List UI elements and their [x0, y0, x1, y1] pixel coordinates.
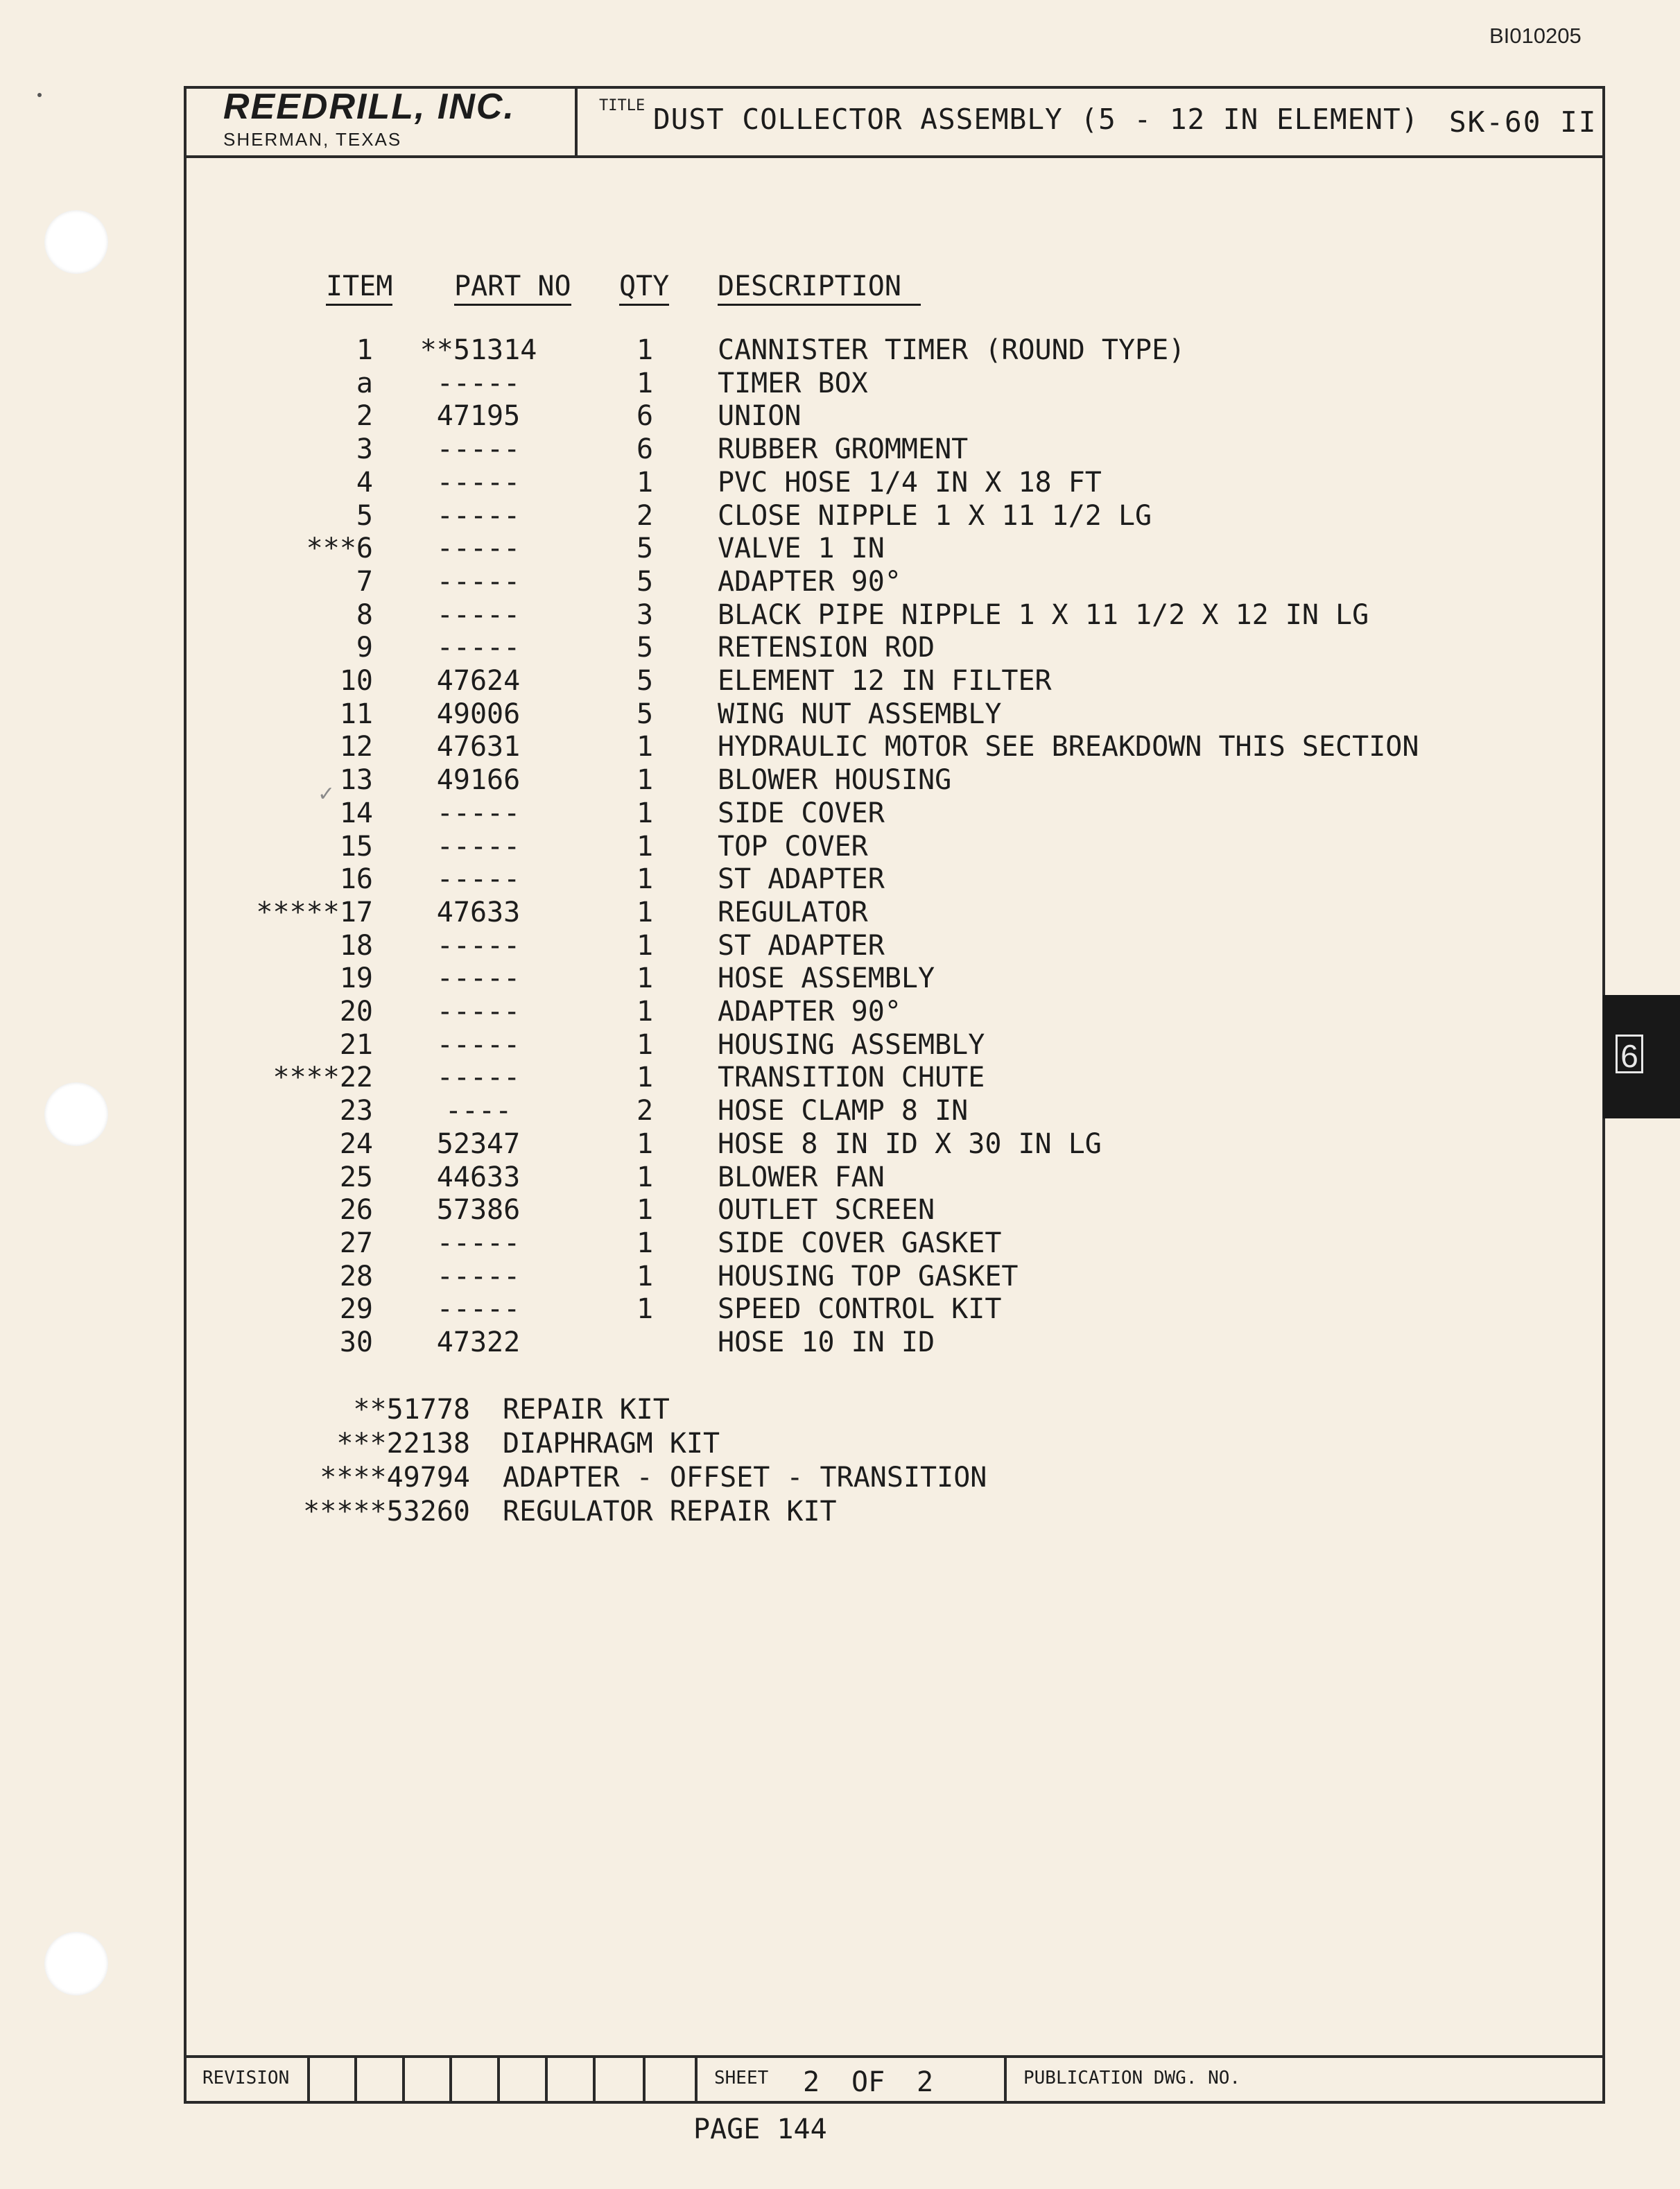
- part-description: OUTLET SCREEN: [718, 1194, 935, 1227]
- title-block-divider: [575, 86, 578, 158]
- company-location: SHERMAN, TEXAS: [223, 129, 402, 150]
- kit-part-number: ****49794: [320, 1462, 470, 1494]
- kit-description: DIAPHRAGM KIT: [503, 1428, 720, 1460]
- quantity: 1: [636, 1028, 654, 1061]
- part-description: ADAPTER 90°: [718, 996, 901, 1028]
- page-number: PAGE 144: [693, 2113, 827, 2145]
- part-number: -----: [436, 1260, 521, 1292]
- item-number: 13: [339, 764, 373, 797]
- item-number: 8: [356, 598, 373, 631]
- part-number: -----: [436, 367, 521, 399]
- parts-row: [0, 764, 1680, 797]
- column-header-description: DESCRIPTION: [718, 270, 921, 306]
- part-description: SPEED CONTROL KIT: [718, 1293, 1002, 1326]
- part-number: -----: [436, 1062, 521, 1094]
- quantity: 1: [636, 367, 654, 399]
- part-description: RUBBER GROMMENT: [718, 433, 969, 466]
- part-description: UNION: [718, 400, 802, 433]
- part-description: PVC HOSE 1/4 IN X 18 FT: [718, 466, 1102, 499]
- item-number: 29: [339, 1293, 373, 1326]
- part-description: ELEMENT 12 IN FILTER: [718, 665, 1052, 697]
- parts-row: [0, 500, 1680, 533]
- publication-label: PUBLICATION DWG. NO.: [1023, 2068, 1241, 2088]
- parts-row: [0, 400, 1680, 433]
- item-number: 18: [339, 929, 373, 962]
- part-description: BLOWER HOUSING: [718, 764, 952, 797]
- part-description: HOSE ASSEMBLY: [718, 962, 935, 995]
- parts-row: [0, 1161, 1680, 1195]
- part-number: 47195: [436, 400, 521, 433]
- quantity: 1: [636, 466, 654, 499]
- column-header-qty: QTY: [619, 270, 669, 306]
- quantity: 1: [636, 830, 654, 863]
- item-number: 1: [356, 334, 373, 366]
- model-number: SK-60 II: [1449, 105, 1597, 139]
- parts-row: [0, 1062, 1680, 1095]
- part-description: REGULATOR: [718, 896, 868, 928]
- part-description: HOSE 10 IN ID: [718, 1326, 935, 1358]
- revision-cell-divider: [307, 2055, 310, 2104]
- parts-row: [0, 996, 1680, 1029]
- binder-hole-bottom: [44, 1932, 108, 1996]
- publication-cell-divider: [1004, 2055, 1007, 2104]
- drawing-title: DUST COLLECTOR ASSEMBLY (5 - 12 IN ELEMENT): [653, 103, 1419, 136]
- part-number: -----: [436, 499, 521, 532]
- part-description: HOUSING ASSEMBLY: [718, 1028, 985, 1061]
- parts-row: [0, 1261, 1680, 1294]
- parts-row: [0, 797, 1680, 831]
- part-number: 57386: [436, 1194, 521, 1227]
- sheet-number: 2: [803, 2066, 820, 2098]
- kit-part-number: *****53260: [303, 1496, 470, 1528]
- parts-row: [0, 533, 1680, 566]
- quantity: 6: [636, 433, 654, 466]
- part-number: **51314: [419, 334, 537, 366]
- parts-row: [0, 831, 1680, 864]
- part-description: VALVE 1 IN: [718, 533, 885, 565]
- part-number: -----: [436, 598, 521, 631]
- footer-block: [184, 2055, 1605, 2104]
- part-number: -----: [436, 433, 521, 466]
- part-number: -----: [436, 962, 521, 995]
- parts-row: [0, 433, 1680, 467]
- part-description: SIDE COVER GASKET: [718, 1227, 1002, 1259]
- quantity: 1: [636, 1260, 654, 1292]
- part-description: ST ADAPTER: [718, 929, 885, 962]
- part-number: 49166: [436, 764, 521, 797]
- revision-cell-divider: [643, 2055, 646, 2104]
- revision-cell-divider: [593, 2055, 596, 2104]
- quantity: 1: [636, 863, 654, 896]
- parts-row: [0, 698, 1680, 732]
- quantity: 1: [636, 764, 654, 797]
- item-number: 24: [339, 1127, 373, 1160]
- item-number: 30: [339, 1326, 373, 1358]
- item-number: 5: [356, 499, 373, 532]
- quantity: 1: [636, 1127, 654, 1160]
- parts-row: [0, 1194, 1680, 1227]
- quantity: 5: [636, 665, 654, 697]
- quantity: 1: [636, 929, 654, 962]
- part-description: RETENSION ROD: [718, 632, 935, 664]
- company-name: REEDRILL, INC.: [223, 87, 515, 127]
- quantity: 1: [636, 1293, 654, 1326]
- kit-row: [0, 1496, 1680, 1530]
- item-number: 26: [339, 1194, 373, 1227]
- revision-cell-divider: [354, 2055, 357, 2104]
- part-description: HOUSING TOP GASKET: [718, 1260, 1019, 1292]
- item-number: 27: [339, 1227, 373, 1259]
- parts-row: [0, 632, 1680, 665]
- parts-row: [0, 863, 1680, 897]
- parts-row: [0, 1227, 1680, 1261]
- part-description: BLOWER FAN: [718, 1161, 885, 1193]
- sheet-cell-divider: [695, 2055, 698, 2104]
- quantity: 5: [636, 533, 654, 565]
- item-number: 7: [356, 565, 373, 598]
- item-number: ***6: [306, 533, 373, 565]
- title-label: TITLE: [599, 97, 646, 114]
- item-number: 16: [339, 863, 373, 896]
- revision-cell-divider: [497, 2055, 500, 2104]
- kit-part-number: ***22138: [336, 1428, 470, 1460]
- part-number: 44633: [436, 1161, 521, 1193]
- part-number: -----: [436, 533, 521, 565]
- column-header-item: ITEM: [326, 270, 392, 306]
- part-description: HOSE 8 IN ID X 30 IN LG: [718, 1127, 1102, 1160]
- kit-description: REGULATOR REPAIR KIT: [503, 1496, 837, 1528]
- part-number: -----: [436, 1028, 521, 1061]
- part-description: WING NUT ASSEMBLY: [718, 698, 1002, 730]
- part-number: -----: [436, 797, 521, 829]
- speck-mark: [37, 93, 42, 97]
- part-description: SIDE COVER: [718, 797, 885, 829]
- part-number: -----: [436, 632, 521, 664]
- revision-cell-divider: [402, 2055, 405, 2104]
- item-number: *****17: [256, 896, 373, 928]
- item-number: 10: [339, 665, 373, 697]
- quantity: 5: [636, 632, 654, 664]
- parts-row: [0, 367, 1680, 401]
- part-number: 47624: [436, 665, 521, 697]
- parts-row: [0, 665, 1680, 698]
- parts-row: [0, 897, 1680, 930]
- item-number: 23: [339, 1095, 373, 1127]
- quantity: 1: [636, 1062, 654, 1094]
- item-number: 19: [339, 962, 373, 995]
- item-number: 11: [339, 698, 373, 730]
- kit-description: REPAIR KIT: [503, 1394, 670, 1426]
- part-description: TRANSITION CHUTE: [718, 1062, 985, 1094]
- part-number: 47631: [436, 731, 521, 763]
- item-number: 2: [356, 400, 373, 433]
- quantity: 3: [636, 598, 654, 631]
- quantity: 5: [636, 698, 654, 730]
- parts-row: [0, 334, 1680, 367]
- part-number: 47322: [436, 1326, 521, 1358]
- quantity: 5: [636, 565, 654, 598]
- parts-row: [0, 930, 1680, 963]
- kit-description: ADAPTER - OFFSET - TRANSITION: [503, 1462, 987, 1494]
- part-number: -----: [436, 996, 521, 1028]
- part-number: 49006: [436, 698, 521, 730]
- item-number: ****22: [272, 1062, 373, 1094]
- parts-row: [0, 1326, 1680, 1360]
- item-number: 14: [339, 797, 373, 829]
- parts-row: [0, 962, 1680, 996]
- part-number: ----: [444, 1095, 512, 1127]
- item-number: 4: [356, 466, 373, 499]
- part-number: -----: [436, 1293, 521, 1326]
- parts-row: [0, 1095, 1680, 1128]
- part-description: BLACK PIPE NIPPLE 1 X 11 1/2 X 12 IN LG: [718, 598, 1369, 631]
- quantity: 1: [636, 1194, 654, 1227]
- parts-row: [0, 1029, 1680, 1062]
- revision-label: REVISION: [202, 2068, 290, 2088]
- check-mark: ✓: [319, 779, 334, 807]
- kit-row: [0, 1462, 1680, 1496]
- revision-cell-divider: [545, 2055, 548, 2104]
- quantity: 6: [636, 400, 654, 433]
- parts-row: [0, 566, 1680, 599]
- item-number: 28: [339, 1260, 373, 1292]
- quantity: 1: [636, 896, 654, 928]
- part-number: -----: [436, 466, 521, 499]
- kit-row: [0, 1428, 1680, 1462]
- parts-row: [0, 1128, 1680, 1161]
- item-number: 20: [339, 996, 373, 1028]
- parts-row: [0, 467, 1680, 500]
- sheet-total: 2: [917, 2066, 934, 2098]
- quantity: 1: [636, 1161, 654, 1193]
- column-header-part-no: PART NO: [454, 270, 571, 306]
- part-number: -----: [436, 929, 521, 962]
- item-number: 9: [356, 632, 373, 664]
- part-description: ADAPTER 90°: [718, 565, 901, 598]
- binder-hole-top: [44, 210, 108, 274]
- part-description: HOSE CLAMP 8 IN: [718, 1095, 969, 1127]
- part-number: -----: [436, 565, 521, 598]
- part-number: -----: [436, 863, 521, 896]
- item-number: 25: [339, 1161, 373, 1193]
- revision-cell-divider: [449, 2055, 452, 2104]
- quantity: 1: [636, 996, 654, 1028]
- item-number: 3: [356, 433, 373, 466]
- part-description: TOP COVER: [718, 830, 868, 863]
- sheet-label: SHEET: [714, 2068, 769, 2088]
- document-id: BI010205: [1489, 24, 1582, 48]
- part-description: HYDRAULIC MOTOR SEE BREAKDOWN THIS SECTION: [718, 731, 1419, 763]
- item-number: 15: [339, 830, 373, 863]
- quantity: 2: [636, 499, 654, 532]
- item-number: 12: [339, 731, 373, 763]
- part-description: TIMER BOX: [718, 367, 868, 399]
- part-number: -----: [436, 830, 521, 863]
- part-description: ST ADAPTER: [718, 863, 885, 896]
- section-tab-number: 6: [1616, 1035, 1643, 1073]
- kit-part-number: **51778: [353, 1394, 470, 1426]
- part-number: -----: [436, 1227, 521, 1259]
- item-number: a: [356, 367, 373, 399]
- parts-row: [0, 1293, 1680, 1326]
- parts-row: [0, 731, 1680, 764]
- quantity: 2: [636, 1095, 654, 1127]
- quantity: 1: [636, 334, 654, 366]
- quantity: 1: [636, 731, 654, 763]
- quantity: 1: [636, 797, 654, 829]
- part-description: CANNISTER TIMER (ROUND TYPE): [718, 334, 1186, 366]
- sheet-of-label: OF: [851, 2066, 885, 2098]
- quantity: 1: [636, 1227, 654, 1259]
- quantity: 1: [636, 962, 654, 995]
- part-number: 52347: [436, 1127, 521, 1160]
- item-number: 21: [339, 1028, 373, 1061]
- part-description: CLOSE NIPPLE 1 X 11 1/2 LG: [718, 499, 1152, 532]
- parts-row: [0, 599, 1680, 632]
- part-number: 47633: [436, 896, 521, 928]
- kit-row: [0, 1394, 1680, 1428]
